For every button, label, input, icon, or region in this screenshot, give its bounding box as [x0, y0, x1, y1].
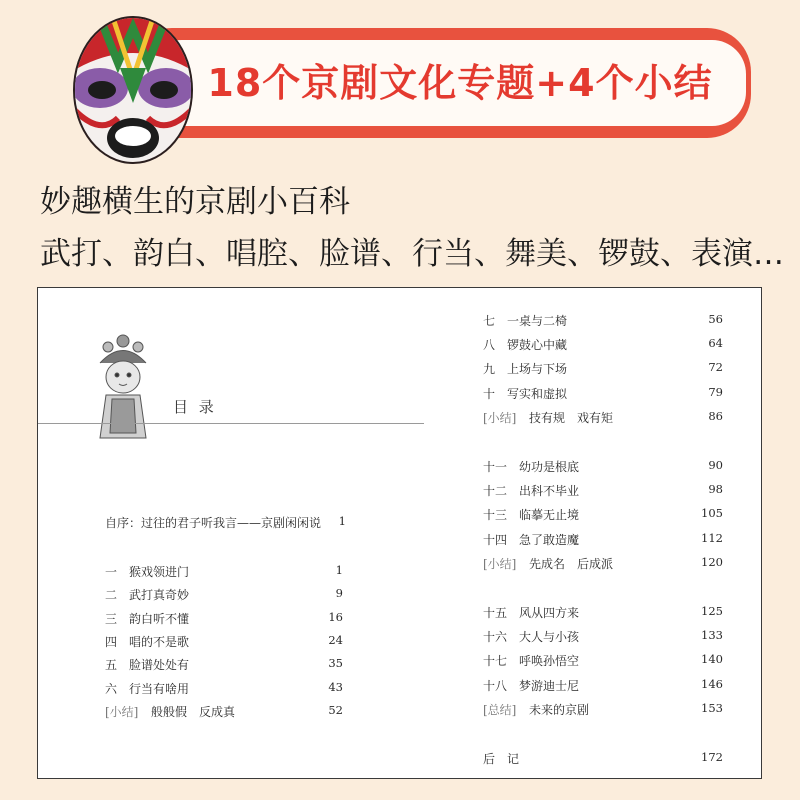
- toc-entry: [483, 312, 567, 329]
- toc-afterword-page: 172: [701, 750, 723, 764]
- toc-entry-page: 98: [708, 482, 723, 497]
- toc-entry: [483, 409, 613, 426]
- toc-entry-label: 临摹无止境: [519, 508, 580, 523]
- toc-entry-number: [小结]: [483, 410, 517, 425]
- toc-entry-number: 十二: [483, 484, 508, 499]
- toc-entry-label: 上场与下场: [507, 362, 568, 377]
- toc-entry-page: 43: [328, 679, 343, 694]
- toc-entry-page: 35: [328, 656, 343, 671]
- toc-entry-label: 风从四方来: [519, 606, 580, 620]
- toc-entry: [483, 336, 567, 353]
- toc-entry: [483, 506, 579, 523]
- toc-entry-number: 九: [483, 362, 496, 377]
- subtitle-line-2: 武打、韵白、唱腔、脸谱、行当、舞美、锣鼓、表演…: [40, 236, 784, 272]
- toc-entry-label: 锣鼓心中藏: [507, 338, 568, 353]
- toc-entry-page: 1: [335, 563, 343, 577]
- toc-entry: [105, 703, 235, 720]
- toc-preface-page: 1: [338, 514, 346, 528]
- toc-entry-page: 9: [335, 586, 343, 601]
- toc-entry-page: 24: [328, 632, 343, 647]
- toc-entry-label: 一桌与二椅: [507, 314, 568, 328]
- toc-entry-label: 先成名 后成派: [529, 556, 614, 571]
- toc-entry-page: 52: [328, 702, 343, 717]
- toc-afterword: [483, 750, 519, 767]
- toc-entry: [483, 482, 579, 499]
- toc-entry: [483, 531, 579, 548]
- toc-entry-label: 出科不毕业: [519, 484, 580, 499]
- toc-entry: [105, 656, 189, 673]
- toc-entry-label: 未来的京剧: [529, 702, 590, 717]
- toc-entry-label: 呼唤孙悟空: [519, 654, 580, 669]
- toc-entry-number: 十四: [483, 532, 508, 547]
- toc-entry: [105, 563, 189, 580]
- toc-entry: [483, 604, 579, 621]
- toc-entry: [483, 555, 613, 572]
- toc-entry-page: 140: [701, 652, 723, 667]
- toc-entry-number: 十六: [483, 630, 508, 645]
- toc-entry-page: 56: [708, 312, 723, 326]
- toc-entry-page: 72: [708, 360, 723, 375]
- toc-entry-label: 大人与小孩: [519, 630, 580, 645]
- toc-entry-label: 猴戏领进门: [129, 565, 190, 579]
- toc-entry-label: 写实和虚拟: [507, 386, 568, 401]
- toc-entry: [483, 385, 567, 402]
- opera-doll-illustration: [88, 333, 158, 448]
- toc-entry: [483, 360, 567, 377]
- toc-entry-number: 十八: [483, 678, 508, 693]
- toc-entry-number: 七: [483, 314, 496, 328]
- toc-entry-page: 112: [701, 530, 723, 545]
- toc-entry-number: 三: [105, 611, 118, 626]
- toc-entry: [105, 586, 189, 603]
- toc-entry-number: 十七: [483, 654, 508, 669]
- toc-entry-page: 105: [701, 506, 723, 521]
- toc-entry-page: 146: [701, 676, 723, 691]
- toc-entry-number: [小结]: [483, 556, 517, 571]
- toc-entry-number: 五: [105, 658, 118, 673]
- toc-entry-label: 幼功是根底: [519, 460, 580, 474]
- toc-page: [37, 287, 762, 779]
- toc-entry-number: 二: [105, 588, 118, 603]
- toc-entry-page: 153: [701, 700, 723, 715]
- toc-entry-label: 唱的不是歌: [129, 634, 190, 649]
- toc-entry-label: 急了敢造魔: [519, 532, 580, 547]
- toc-preface-label: 自序：过往的君子听我言——京剧闲闲说: [105, 516, 322, 530]
- toc-entry-number: 十: [483, 386, 496, 401]
- toc-entry-number: 六: [105, 681, 118, 696]
- toc-entry-page: 16: [328, 609, 343, 624]
- opera-mask-icon: [58, 8, 208, 168]
- toc-entry-number: 十五: [483, 606, 508, 620]
- toc-entry-label: 武打真奇妙: [129, 588, 190, 603]
- toc-entry-page: 90: [708, 458, 723, 472]
- toc-entry-page: 125: [701, 604, 723, 618]
- toc-entry-label: 行当有啥用: [129, 681, 190, 696]
- toc-entry: [483, 628, 579, 645]
- toc-entry-page: 86: [708, 408, 723, 423]
- toc-entry: [105, 633, 189, 650]
- toc-entry-number: 十三: [483, 508, 508, 523]
- toc-title: 目 录: [173, 398, 217, 416]
- toc-entry-label: 梦游迪士尼: [519, 678, 580, 693]
- toc-entry-number: [小结]: [105, 704, 139, 719]
- toc-entry-page: 64: [708, 336, 723, 351]
- toc-entry-page: 79: [708, 384, 723, 399]
- banner-title: 18个京剧文化专题+4个小结: [207, 61, 713, 105]
- toc-entry: [105, 680, 189, 697]
- toc-entry-label: 脸谱处处有: [129, 658, 190, 673]
- toc-entry: [483, 652, 579, 669]
- toc-entry: [105, 610, 189, 627]
- toc-preface: [105, 514, 321, 531]
- toc-entry: [483, 677, 579, 694]
- toc-entry-number: 一: [105, 565, 118, 579]
- toc-entry-number: 八: [483, 338, 496, 353]
- toc-entry-label: 技有规 戏有矩: [529, 410, 614, 425]
- toc-afterword-label: 后 记: [483, 752, 520, 766]
- toc-entry-page: 133: [701, 628, 723, 643]
- toc-entry-number: [总结]: [483, 702, 517, 717]
- toc-entry: [483, 701, 589, 718]
- toc-entry-label: 般般假 反成真: [151, 704, 236, 719]
- toc-entry: [483, 458, 579, 475]
- toc-entry-label: 韵白听不懂: [129, 611, 190, 626]
- toc-entry-number: 十一: [483, 460, 508, 474]
- toc-divider: [38, 423, 424, 424]
- subtitle-line-1: 妙趣横生的京剧小百科: [40, 184, 350, 220]
- toc-entry-page: 120: [701, 554, 723, 569]
- toc-entry-number: 四: [105, 634, 118, 649]
